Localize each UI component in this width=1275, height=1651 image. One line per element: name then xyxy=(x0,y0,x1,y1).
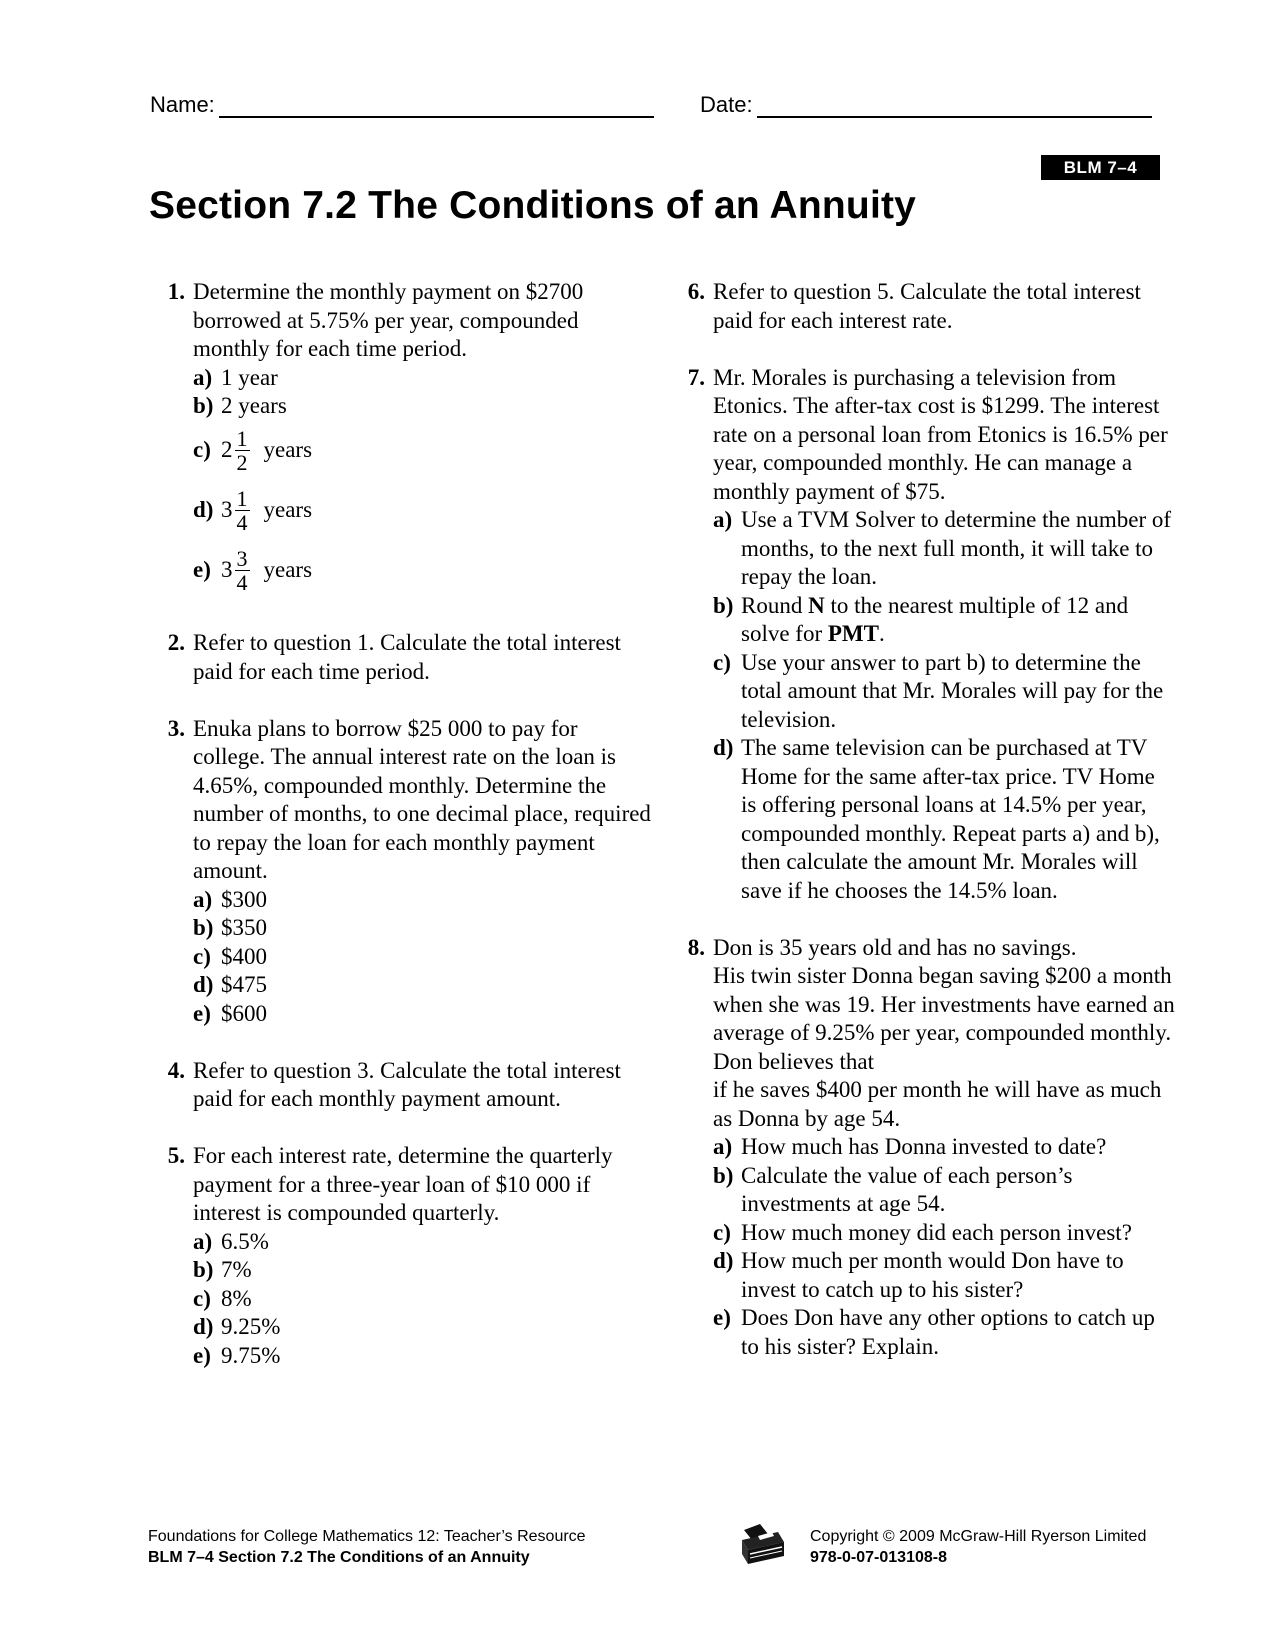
denominator: 4 xyxy=(236,510,248,535)
part-a xyxy=(193,364,655,393)
unit-text: years xyxy=(263,497,313,523)
question-text-line-1: Don is 35 years old and has no savings. xyxy=(713,934,1077,960)
footer-right xyxy=(810,1526,1146,1568)
part-e xyxy=(193,541,655,601)
question-8 xyxy=(675,934,1175,1362)
part-letter: d) xyxy=(193,1314,214,1339)
question-3 xyxy=(155,715,655,1029)
fraction xyxy=(235,547,250,594)
part-a xyxy=(713,1133,1175,1162)
part-text: 7% xyxy=(221,1257,252,1282)
part-a xyxy=(193,1228,655,1257)
part-e xyxy=(193,1342,655,1371)
unit-text: years xyxy=(263,557,313,583)
part-c xyxy=(713,649,1175,735)
question-text: Refer to question 3. Calculate the total interest paid for each monthly payment amount. xyxy=(193,1057,621,1111)
part-letter: a) xyxy=(193,886,213,912)
whole-number: 2 xyxy=(221,437,233,463)
part-text: 1 year xyxy=(221,364,278,390)
part-letter: a) xyxy=(713,507,733,532)
part-b xyxy=(193,914,655,943)
question-5 xyxy=(155,1142,655,1370)
part-letter: a) xyxy=(713,1134,733,1159)
part-text: Use your answer to part b) to determine the total amount that Mr. Morales will pay for the television. xyxy=(741,649,1164,732)
part-b xyxy=(193,1256,655,1285)
name-field xyxy=(150,92,654,118)
part-text: Does Don have any other options to catch up to his sister? Explain. xyxy=(741,1305,1155,1359)
spacer xyxy=(155,601,655,630)
part-letter: c) xyxy=(193,1285,211,1311)
question-text: For each interest rate, determine the quarterly payment for a three-year loan of $10 000 if interest is compounded quarterly. xyxy=(193,1143,613,1225)
part-b xyxy=(713,1162,1175,1219)
question-text-line-3: if he saves $400 per month he will have as much as Donna by age 54. xyxy=(713,1077,1162,1131)
part-text-mid: to the nearest multiple of 12 and solve for xyxy=(741,592,1129,646)
mixed-number xyxy=(221,487,312,534)
page-title: Section 7.2 The Conditions of an Annuity xyxy=(149,184,917,227)
footer-left xyxy=(148,1526,586,1568)
part-text xyxy=(741,593,1128,647)
question-text-line-2: His twin sister Donna began saving $200 a month when she was 19. Her investments have earned an average of 9.25% per year, compounded monthly. Don believes that xyxy=(713,963,1175,1074)
part-letter: e) xyxy=(193,1000,211,1026)
name-label: Name: xyxy=(150,92,215,117)
part-text: 6.5% xyxy=(221,1228,269,1254)
part-letter: b) xyxy=(193,393,214,418)
numerator: 1 xyxy=(236,486,248,511)
part-letter: e) xyxy=(713,1305,731,1330)
spacer xyxy=(675,335,1175,364)
unit-text: years xyxy=(263,437,313,463)
part-text-post: . xyxy=(878,621,885,646)
question-text: Determine the monthly payment on $2700 borrowed at 5.75% per year, compounded monthly for each time period. xyxy=(193,279,584,361)
question-number: 6. xyxy=(687,279,705,304)
date-label: Date: xyxy=(700,92,753,117)
question-7 xyxy=(675,364,1175,906)
question-number: 3. xyxy=(167,715,185,741)
part-d xyxy=(193,971,655,1000)
part-letter: c) xyxy=(713,649,731,675)
footer-copyright: Copyright © 2009 McGraw-Hill Ryerson Limited xyxy=(810,1528,1147,1545)
numerator: 1 xyxy=(236,426,248,451)
question-number: 2. xyxy=(167,630,185,655)
part-text: 2 years xyxy=(221,393,287,418)
part-c xyxy=(193,421,655,481)
part-text: $475 xyxy=(221,972,267,997)
question-number: 5. xyxy=(167,1143,185,1168)
part-text: How much money did each person invest? xyxy=(741,1219,1132,1245)
keyword-pmt: PMT xyxy=(827,621,879,646)
question-text: Refer to question 5. Calculate the total interest paid for each interest rate. xyxy=(713,279,1141,333)
part-c xyxy=(193,943,655,972)
whole-number: 3 xyxy=(221,497,233,523)
part-d xyxy=(193,481,655,541)
part-d xyxy=(713,1247,1175,1304)
part-text: $400 xyxy=(221,943,267,969)
part-text: 8% xyxy=(221,1285,252,1311)
denominator: 2 xyxy=(236,450,248,475)
part-a xyxy=(713,506,1175,592)
question-text: Refer to question 1. Calculate the total interest paid for each time period. xyxy=(193,630,621,684)
footer-isbn: 978-0-07-013108-8 xyxy=(810,1549,947,1566)
part-text: How much per month would Don have to invest to catch up to his sister? xyxy=(741,1248,1124,1302)
spacer xyxy=(155,1114,655,1143)
part-letter: c) xyxy=(713,1219,731,1245)
part-letter: e) xyxy=(193,1342,211,1368)
part-letter: d) xyxy=(713,1248,734,1273)
name-blank-line xyxy=(219,92,654,118)
part-letter: e) xyxy=(193,557,211,583)
part-text: The same television can be purchased at TV Home for the same after-tax price. TV Home is offering personal loans at 14.5% per year, compounded monthly. Repeat parts a) and b), then calculate the amount Mr. Morales will save if he chooses the 14.5% loan. xyxy=(741,735,1160,903)
part-text: 9.75% xyxy=(221,1342,281,1368)
spacer xyxy=(155,1028,655,1057)
part-a xyxy=(193,886,655,915)
part-letter: c) xyxy=(193,437,211,463)
right-column xyxy=(675,278,1175,1361)
date-field xyxy=(700,92,1152,118)
part-letter: b) xyxy=(713,1162,734,1188)
question-number: 7. xyxy=(687,364,705,390)
mixed-number xyxy=(221,547,312,594)
part-letter: a) xyxy=(193,1228,213,1254)
numerator: 3 xyxy=(236,546,248,571)
part-e xyxy=(713,1304,1175,1361)
part-c xyxy=(713,1219,1175,1248)
part-letter: c) xyxy=(193,943,211,969)
question-number: 1. xyxy=(167,279,185,304)
part-b xyxy=(713,592,1175,649)
fraction xyxy=(235,487,250,534)
footer-blm-title: BLM 7–4 Section 7.2 The Conditions of an Annuity xyxy=(148,1549,530,1566)
question-number: 8. xyxy=(687,934,705,960)
part-b xyxy=(193,392,655,421)
whole-number: 3 xyxy=(221,557,233,583)
keyword-n: N xyxy=(808,592,825,618)
part-letter: d) xyxy=(193,497,214,523)
part-d xyxy=(713,734,1175,905)
photocopier-icon xyxy=(738,1520,788,1568)
question-text: Mr. Morales is purchasing a television from Etonics. The after-tax cost is $1299. The interest rate on a personal loan from Etonics is 16.5% per year, compounded monthly. He can manage a monthly payment of $75. xyxy=(713,364,1168,504)
question-6 xyxy=(675,278,1175,335)
part-e xyxy=(193,1000,655,1029)
spacer xyxy=(155,686,655,715)
part-text: 9.25% xyxy=(221,1314,281,1339)
part-c xyxy=(193,1285,655,1314)
question-text: Enuka plans to borrow $25 000 to pay for college. The annual interest rate on the loan is 4.65%, compounded monthly. Determine the number of months, to one decimal place, required to repay the loan for each monthly payment amount. xyxy=(193,715,651,883)
question-4 xyxy=(155,1057,655,1114)
part-letter: b) xyxy=(193,915,214,940)
part-d xyxy=(193,1313,655,1342)
spacer xyxy=(675,905,1175,934)
left-column xyxy=(155,278,655,1370)
part-text: $600 xyxy=(221,1000,267,1026)
part-text: How much has Donna invested to date? xyxy=(741,1134,1107,1159)
part-text: Calculate the value of each person’s investments at age 54. xyxy=(741,1162,1073,1216)
fraction xyxy=(235,427,250,474)
mixed-number xyxy=(221,427,312,474)
part-letter: b) xyxy=(713,592,734,618)
part-text: $300 xyxy=(221,886,267,912)
denominator: 4 xyxy=(236,570,248,595)
question-1 xyxy=(155,278,655,601)
part-text: $350 xyxy=(221,915,267,940)
blm-badge: BLM 7–4 xyxy=(1041,155,1160,180)
footer-book-title: Foundations for College Mathematics 12: Teacher’s Resource xyxy=(148,1528,586,1545)
question-number: 4. xyxy=(167,1057,185,1083)
part-letter: d) xyxy=(193,972,214,997)
date-blank-line xyxy=(757,92,1152,118)
part-letter: d) xyxy=(713,735,734,760)
part-text-pre: Round xyxy=(741,592,809,618)
question-2 xyxy=(155,629,655,686)
part-letter: a) xyxy=(193,364,213,390)
part-text: Use a TVM Solver to determine the number of months, to the next full month, it will take to repay the loan. xyxy=(741,507,1172,589)
part-letter: b) xyxy=(193,1257,214,1282)
